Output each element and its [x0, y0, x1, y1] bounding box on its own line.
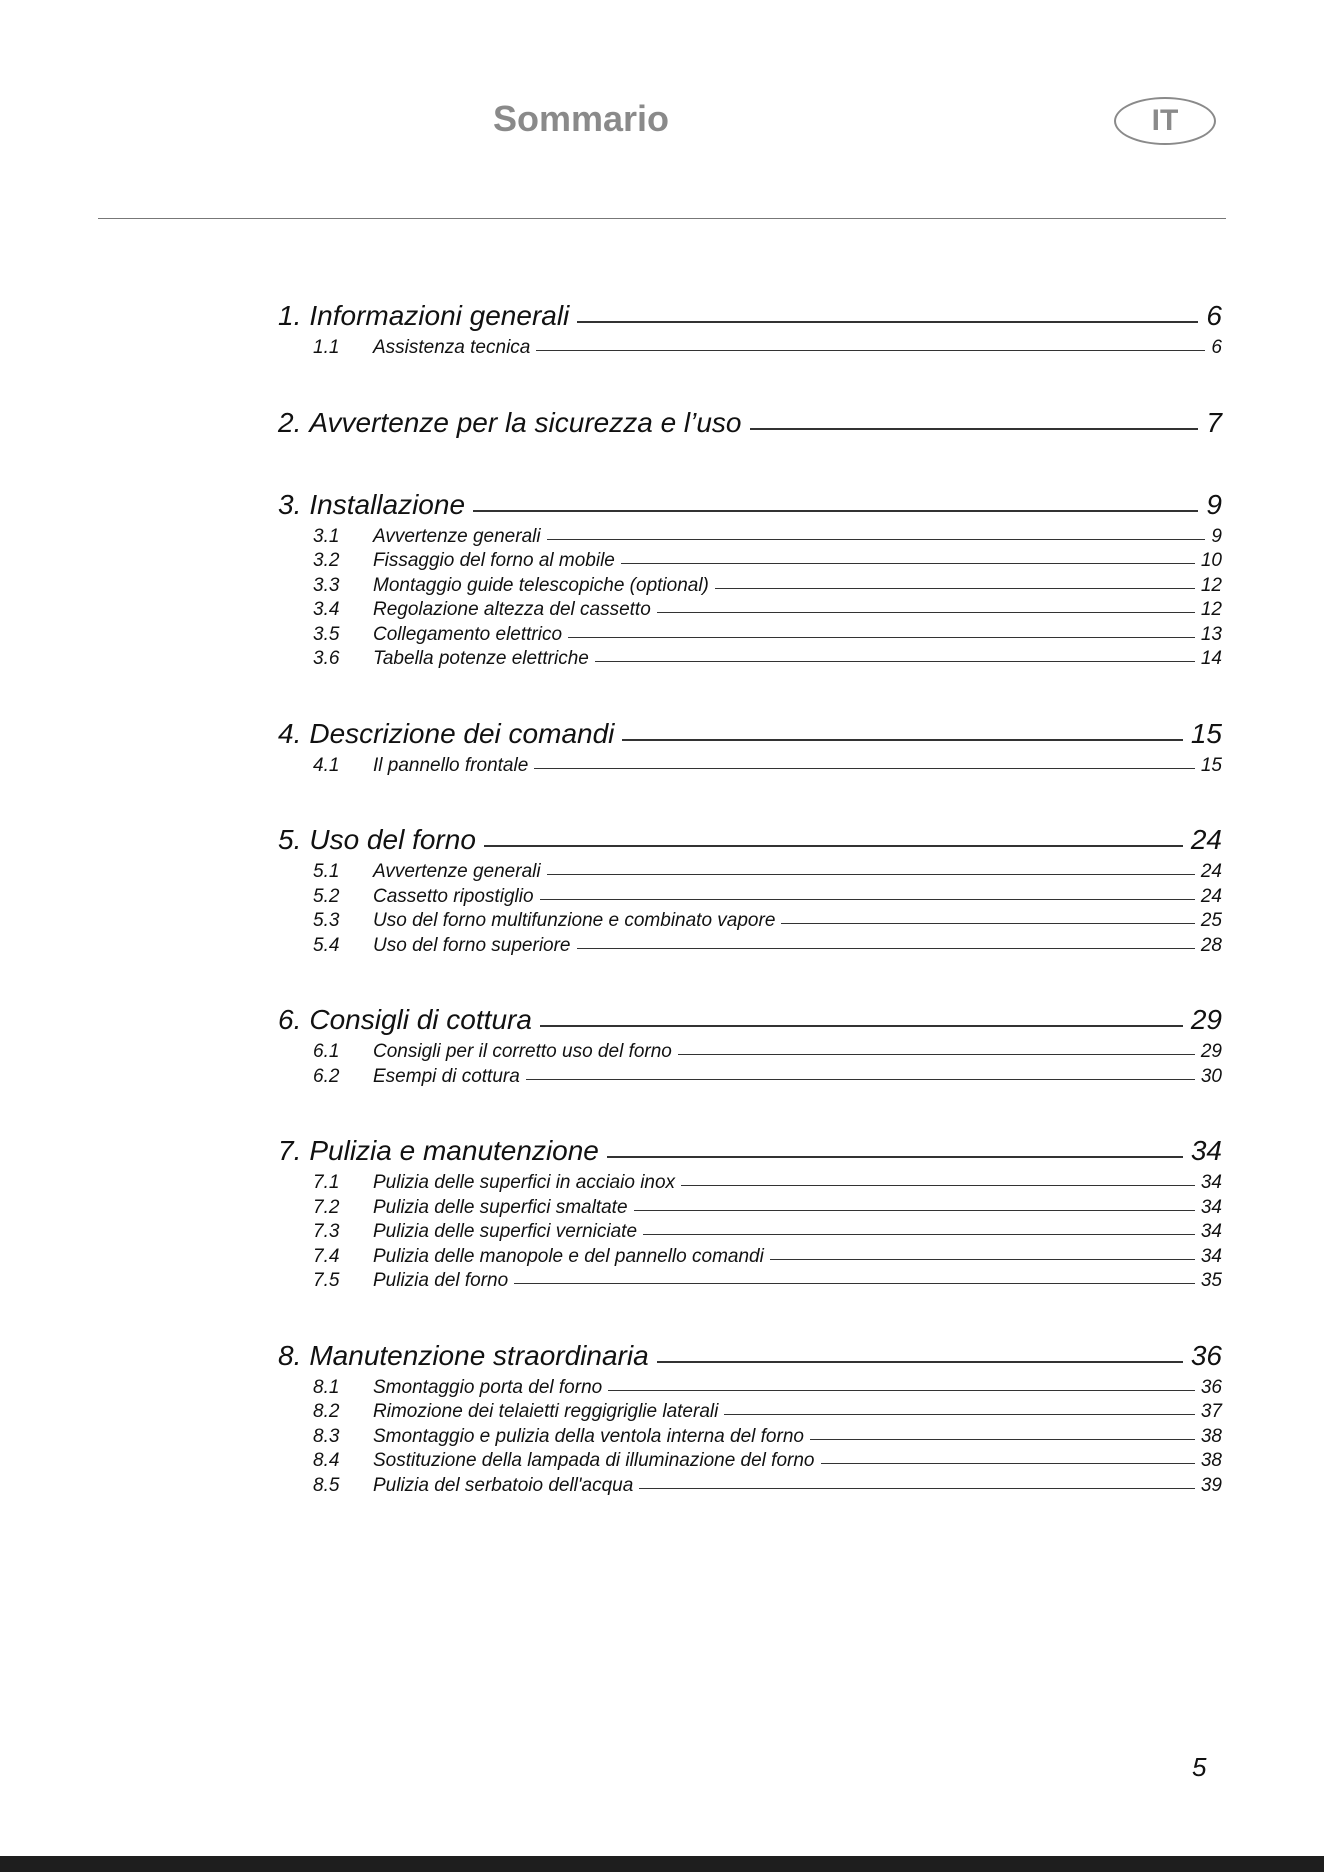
leader-line: [750, 428, 1199, 430]
toc-subsection-entry[interactable]: [278, 1196, 1222, 1221]
toc-subsection-entry[interactable]: [278, 525, 1222, 550]
subsection-title: Smontaggio porta del forno: [373, 1376, 603, 1398]
subsection-page-number: 34: [1200, 1245, 1222, 1267]
subsection-page-number: 34: [1200, 1221, 1222, 1242]
leader-line: [577, 321, 1198, 323]
leader-line: [568, 637, 1195, 638]
section-title: Informazioni generali: [309, 300, 570, 331]
subsection-number: 5.3: [313, 910, 340, 931]
section-title: Avvertenze per la sicurezza e l’uso: [309, 406, 742, 438]
section-page-number: 6: [1206, 300, 1222, 331]
leader-line: [595, 661, 1195, 662]
section-page-number: 9: [1206, 488, 1222, 520]
subsection-page-number: 24: [1200, 861, 1222, 882]
section-title: Manutenzione straordinaria: [309, 1339, 649, 1371]
leader-line: [577, 948, 1195, 949]
leader-line: [781, 923, 1194, 924]
toc-subsection-entry[interactable]: [278, 860, 1222, 885]
section-title: Pulizia e manutenzione: [309, 1135, 599, 1166]
toc-section: [278, 714, 1222, 779]
toc-section-entry[interactable]: [278, 1336, 1222, 1376]
subsection-number: 6.1: [313, 1041, 340, 1062]
subsection-page-number: 12: [1200, 574, 1222, 596]
subsection-title: Pulizia delle superfici verniciate: [373, 1221, 638, 1242]
subsection-title: Il pannello frontale: [373, 754, 529, 776]
toc-section-entry[interactable]: [278, 1000, 1222, 1040]
leader-line: [473, 510, 1198, 512]
toc-section: [278, 403, 1222, 443]
toc-section: [278, 296, 1222, 361]
section-title: Uso del forno: [309, 824, 476, 855]
subsection-page-number: 37: [1200, 1401, 1222, 1422]
subsection-title: Uso del forno multifunzione e combinato vapore: [373, 910, 776, 931]
toc-subsection-entry[interactable]: [278, 598, 1222, 623]
subsection-number: 5.1: [313, 861, 340, 882]
leader-line: [547, 874, 1195, 875]
subsection-title: Tabella potenze elettriche: [373, 648, 589, 669]
subsection-number: 7.1: [313, 1172, 340, 1193]
subsection-number: 4.1: [313, 754, 340, 776]
subsection-number: 7.4: [313, 1245, 340, 1267]
toc-subsection-entry[interactable]: [278, 1449, 1222, 1474]
section-number: 5.: [278, 824, 302, 855]
subsection-page-number: 14: [1200, 648, 1222, 669]
toc-subsection-entry[interactable]: [278, 336, 1222, 361]
subsection-title: Pulizia del forno: [373, 1270, 509, 1291]
subsection-title: Pulizia delle manopole e del pannello comandi: [373, 1245, 764, 1267]
subsection-number: 8.1: [313, 1376, 340, 1398]
toc-section-entry[interactable]: [278, 820, 1222, 860]
section-title: Installazione: [309, 488, 466, 520]
table-of-contents: [278, 296, 1222, 1540]
section-page-number: 24: [1190, 824, 1222, 855]
subsection-page-number: 34: [1200, 1196, 1222, 1218]
page-title: Sommario: [492, 98, 670, 139]
subsection-title: Cassetto ripostiglio: [373, 885, 534, 907]
toc-subsection-entry[interactable]: [278, 549, 1222, 574]
section-number: 1.: [278, 300, 302, 331]
subsection-number: 8.4: [313, 1450, 340, 1471]
leader-line: [526, 1079, 1195, 1080]
subsection-title: Collegamento elettrico: [373, 623, 563, 645]
subsection-number: 3.2: [313, 550, 340, 571]
toc-section: [278, 1131, 1222, 1294]
toc-section: [278, 820, 1222, 958]
subsection-number: 8.3: [313, 1425, 340, 1447]
toc-subsection-entry[interactable]: [278, 1040, 1222, 1065]
subsection-page-number: 10: [1200, 550, 1222, 571]
subsection-title: Pulizia delle superfici smaltate: [373, 1196, 628, 1218]
toc-section-entry[interactable]: [278, 485, 1222, 525]
subsection-page-number: 6: [1211, 337, 1222, 358]
subsection-number: 3.5: [313, 623, 340, 645]
toc-subsection-entry[interactable]: [278, 1220, 1222, 1245]
subsection-number: 8.5: [313, 1474, 340, 1496]
toc-subsection-entry[interactable]: [278, 934, 1222, 959]
subsection-number: 3.6: [313, 648, 340, 669]
subsection-title: Assistenza tecnica: [373, 337, 531, 358]
toc-section-entry[interactable]: [278, 1131, 1222, 1171]
leader-line: [621, 563, 1195, 564]
section-number: 8.: [278, 1339, 302, 1371]
section-number: 7.: [278, 1135, 302, 1166]
leader-line: [681, 1185, 1195, 1186]
subsection-title: Uso del forno superiore: [373, 934, 571, 956]
section-number: 4.: [278, 717, 302, 749]
subsection-page-number: 29: [1200, 1041, 1222, 1062]
leader-line: [715, 588, 1195, 589]
subsection-number: 7.3: [313, 1221, 340, 1242]
subsection-page-number: 39: [1200, 1474, 1222, 1496]
toc-subsection-entry[interactable]: [278, 1400, 1222, 1425]
leader-line: [678, 1054, 1195, 1055]
section-page-number: 29: [1190, 1004, 1222, 1035]
leader-line: [514, 1283, 1195, 1284]
subsection-number: 5.2: [313, 885, 340, 907]
subsection-title: Fissaggio del forno al mobile: [373, 550, 615, 571]
subsection-title: Rimozione dei telaietti reggigriglie laterali: [373, 1401, 719, 1422]
subsection-number: 3.3: [313, 574, 340, 596]
subsection-number: 5.4: [313, 934, 340, 956]
toc-subsection-entry[interactable]: [278, 885, 1222, 910]
subsection-page-number: 34: [1200, 1172, 1222, 1193]
language-badge: IT: [1114, 97, 1216, 145]
toc-subsection-entry[interactable]: [278, 623, 1222, 648]
toc-section-entry[interactable]: [278, 714, 1222, 754]
leader-line: [540, 899, 1195, 900]
leader-line: [634, 1210, 1195, 1211]
section-number: 6.: [278, 1004, 302, 1035]
subsection-title: Pulizia delle superfici in acciaio inox: [373, 1172, 676, 1193]
leader-line: [770, 1259, 1195, 1260]
subsection-page-number: 25: [1200, 910, 1222, 931]
toc-subsection-entry[interactable]: [278, 574, 1222, 599]
section-title: Descrizione dei comandi: [309, 717, 615, 749]
subsection-title: Smontaggio e pulizia della ventola interna del forno: [373, 1425, 804, 1447]
section-number: 2.: [278, 406, 302, 438]
section-number: 3.: [278, 488, 302, 520]
leader-line: [608, 1390, 1195, 1391]
leader-line: [657, 1361, 1183, 1363]
toc-subsection-entry[interactable]: [278, 1065, 1222, 1090]
page-number: 5: [1192, 1752, 1207, 1782]
subsection-title: Sostituzione della lampada di illuminazione del forno: [373, 1450, 815, 1471]
subsection-number: 3.1: [313, 525, 340, 547]
subsection-title: Pulizia del serbatoio dell'acqua: [373, 1474, 634, 1496]
header-divider: [98, 218, 1226, 219]
toc-section: [278, 485, 1222, 672]
leader-line: [547, 539, 1206, 540]
toc-subsection-entry[interactable]: [278, 754, 1222, 779]
leader-line: [536, 350, 1205, 351]
subsection-number: 8.2: [313, 1401, 340, 1422]
subsection-page-number: 38: [1200, 1450, 1222, 1471]
subsection-title: Regolazione altezza del cassetto: [373, 599, 651, 620]
leader-line: [643, 1234, 1195, 1235]
section-page-number: 7: [1206, 406, 1222, 438]
subsection-page-number: 9: [1211, 525, 1222, 547]
subsection-number: 3.4: [313, 599, 340, 620]
subsection-title: Avvertenze generali: [373, 861, 541, 882]
subsection-page-number: 38: [1200, 1425, 1222, 1447]
toc-section-entry[interactable]: [278, 296, 1222, 336]
toc-subsection-entry[interactable]: [278, 1425, 1222, 1450]
toc-section: [278, 1000, 1222, 1089]
subsection-title: Esempi di cottura: [373, 1065, 520, 1087]
subsection-page-number: 13: [1200, 623, 1222, 645]
section-page-number: 36: [1190, 1339, 1222, 1371]
leader-line: [724, 1414, 1195, 1415]
leader-line: [657, 612, 1195, 613]
subsection-page-number: 35: [1200, 1270, 1222, 1291]
bottom-edge-bar: [0, 1856, 1324, 1872]
subsection-page-number: 12: [1200, 599, 1222, 620]
section-page-number: 15: [1190, 717, 1222, 749]
subsection-number: 7.5: [313, 1270, 340, 1291]
toc-subsection-entry[interactable]: [278, 1269, 1222, 1294]
subsection-title: Avvertenze generali: [373, 525, 541, 547]
subsection-number: 1.1: [313, 337, 340, 358]
section-page-number: 34: [1190, 1135, 1222, 1166]
leader-line: [540, 1025, 1183, 1027]
toc-subsection-entry[interactable]: [278, 1376, 1222, 1401]
subsection-page-number: 28: [1200, 934, 1222, 956]
section-title: Consigli di cottura: [309, 1004, 532, 1035]
toc-subsection-entry[interactable]: [278, 1474, 1222, 1499]
subsection-page-number: 30: [1200, 1065, 1222, 1087]
leader-line: [622, 739, 1182, 741]
toc-subsection-entry[interactable]: [278, 1245, 1222, 1270]
toc-subsection-entry[interactable]: [278, 647, 1222, 672]
leader-line: [639, 1488, 1195, 1489]
leader-line: [821, 1463, 1195, 1464]
subsection-page-number: 15: [1200, 754, 1222, 776]
leader-line: [484, 845, 1183, 847]
subsection-number: 6.2: [313, 1065, 340, 1087]
subsection-page-number: 36: [1200, 1376, 1222, 1398]
toc-section: [278, 1336, 1222, 1499]
leader-line: [607, 1156, 1183, 1158]
toc-subsection-entry[interactable]: [278, 1171, 1222, 1196]
leader-line: [534, 768, 1195, 769]
subsection-title: Consigli per il corretto uso del forno: [373, 1041, 672, 1062]
toc-subsection-entry[interactable]: [278, 909, 1222, 934]
subsection-number: 7.2: [313, 1196, 340, 1218]
subsection-page-number: 24: [1200, 885, 1222, 907]
subsection-title: Montaggio guide telescopiche (optional): [373, 574, 709, 596]
leader-line: [810, 1439, 1195, 1440]
toc-section-entry[interactable]: [278, 403, 1222, 443]
